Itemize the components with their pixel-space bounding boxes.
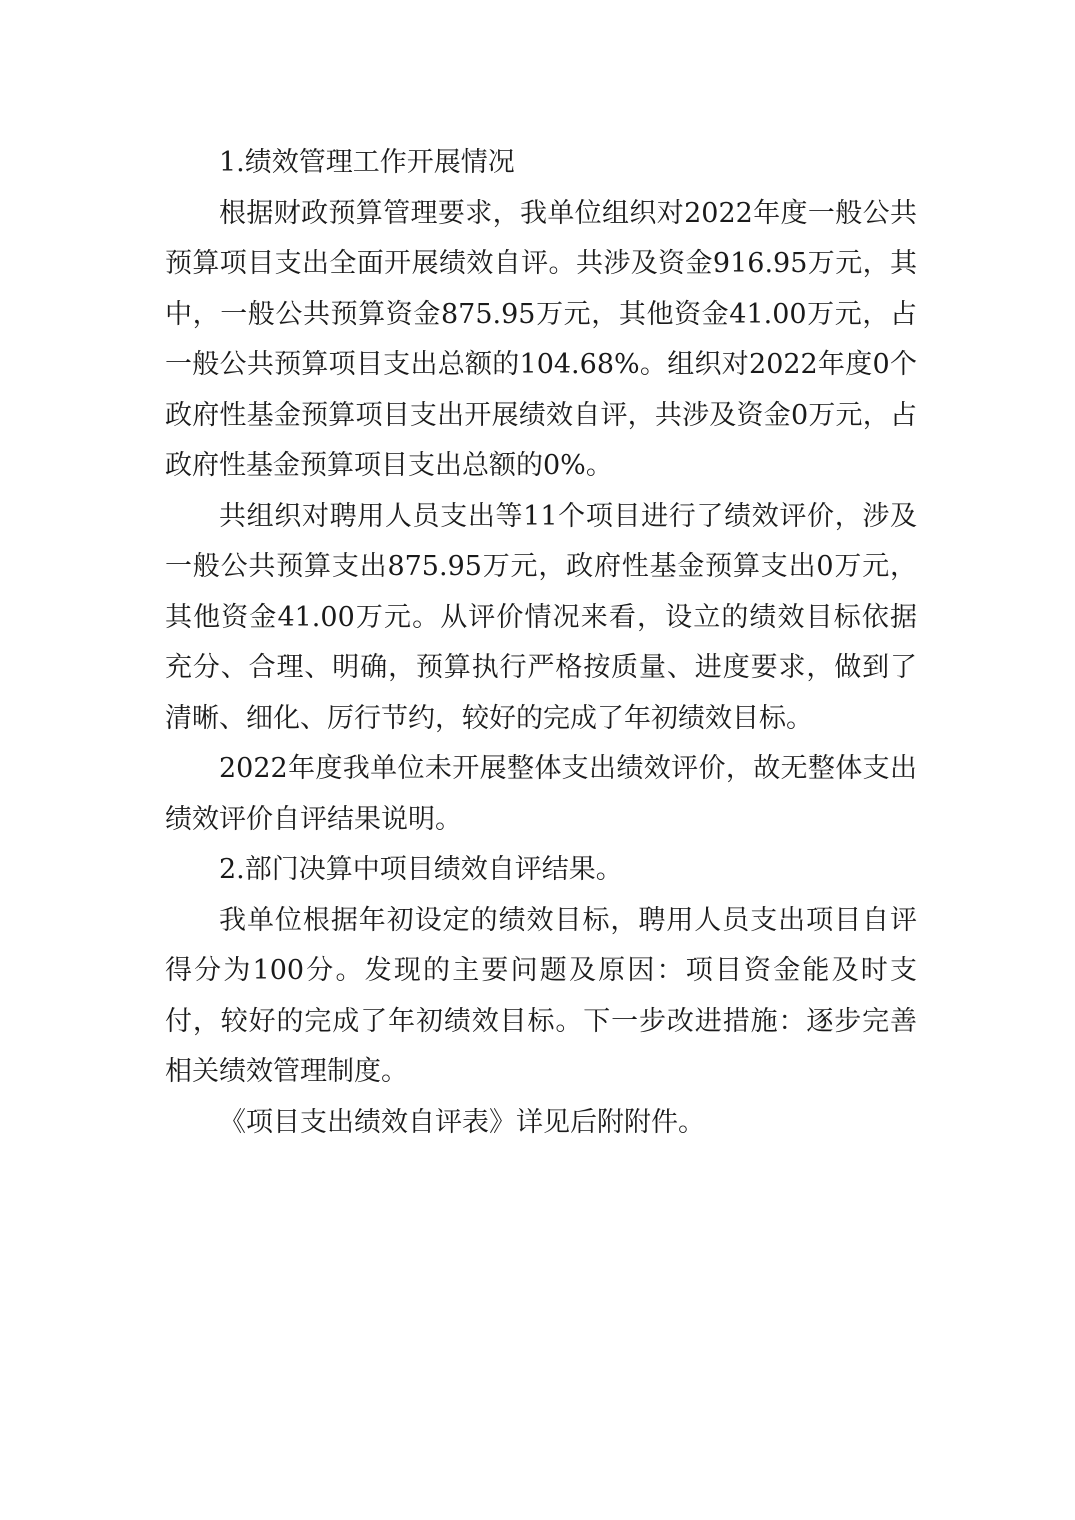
paragraph-project-score: 我单位根据年初设定的绩效目标，聘用人员支出项目自评得分为100分。发现的主要问题及原因：项目资金能及时支付，较好的完成了年初绩效目标。下一步改进措施：逐步完善相关绩效管理制度。 — [165, 904, 917, 1087]
paragraph-overall-evaluation: 2022年度我单位未开展整体支出绩效评价，故无整体支出绩效评价自评结果说明。 — [165, 753, 917, 835]
paragraph-attachment-note: 《项目支出绩效自评表》详见后附附件。 — [219, 1106, 705, 1138]
section-heading-performance-management: 1.绩效管理工作开展情况 — [219, 147, 515, 178]
section-heading-project-results: 2.部门决算中项目绩效自评结果。 — [219, 854, 623, 885]
paragraph-self-evaluation-scope: 根据财政预算管理要求，我单位组织对2022年度一般公共预算项目支出全面开展绩效自评。共涉及资金916.95万元，其中，一般公共预算资金875.95万元，其他资金41.00万元，占一般公共预算项目支出总额的104.68%。组织对2022年度0个政府性基金预算项目支出开展绩效自评，共涉及资金0万元，占政府性基金预算项目支出总额的0%。 — [165, 197, 917, 481]
paragraph-project-evaluation: 共组织对聘用人员支出等11个项目进行了绩效评价，涉及一般公共预算支出875.95万元，政府性基金预算支出0万元，其他资金41.00万元。从评价情况来看，设立的绩效目标依据充分、合理、明确，预算执行严格按质量、进度要求，做到了清晰、细化、厉行节约，较好的完成了年初绩效目标。 — [165, 500, 917, 734]
document-body — [165, 138, 917, 1148]
